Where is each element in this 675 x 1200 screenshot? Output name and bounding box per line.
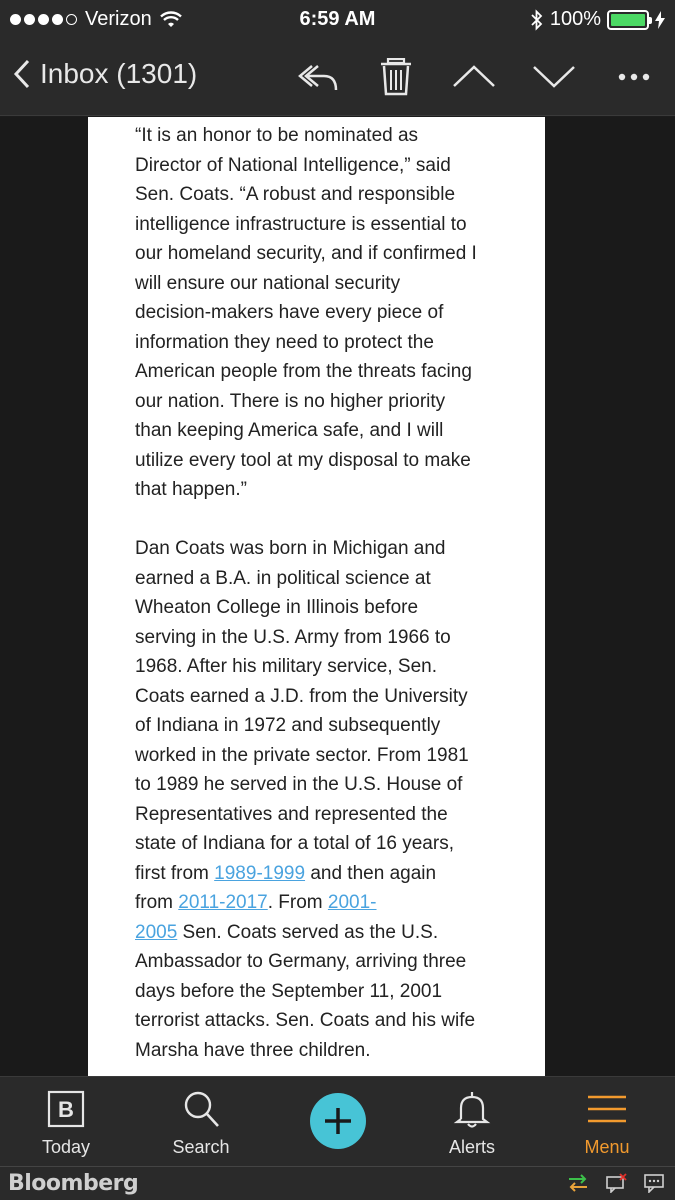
status-bar xyxy=(0,0,675,38)
text-line: utilize every tool at my disposal to make xyxy=(135,449,471,471)
paragraph-gap xyxy=(135,505,505,535)
footer-icons xyxy=(567,1173,665,1193)
bluetooth-icon xyxy=(530,9,544,31)
text-line: Ambassador to Germany, arriving three xyxy=(135,951,467,972)
text-line: Dan Coats was born in Michigan and xyxy=(135,538,446,559)
text-line: decision-makers have every piece of xyxy=(135,302,444,323)
text-line: than keeping America safe, and I will xyxy=(135,420,444,441)
text-line: Wheaton College in Illinois before xyxy=(135,597,419,618)
link-2001-2005-part2[interactable]: 2005 xyxy=(135,921,178,943)
text-fragment: first from xyxy=(135,862,215,884)
compose-button[interactable] xyxy=(310,1093,366,1149)
email-text xyxy=(135,121,505,1065)
tab-bar xyxy=(0,1076,675,1166)
text-line: Marsha have three children. xyxy=(135,1039,371,1061)
bloomberg-b-icon xyxy=(46,1089,86,1129)
clock: 6:59 AM xyxy=(299,8,376,30)
link-2001-2005-part1[interactable]: 2001- xyxy=(327,892,377,913)
text-line: that happen.” xyxy=(135,479,247,500)
sync-arrows-icon[interactable] xyxy=(567,1173,589,1193)
text-line: of Indiana in 1972 and subsequently xyxy=(135,715,441,736)
link-1989-1999[interactable]: 1989-1999 xyxy=(214,862,306,884)
menu-icon xyxy=(587,1089,627,1129)
text-line: intelligence infrastructure is essential to xyxy=(135,213,467,235)
text-line xyxy=(135,918,505,948)
text-line: 1968. After his military service, Sen. xyxy=(135,656,438,677)
text-line: Sen. Coats. “A robust and responsible xyxy=(135,184,456,205)
text-line: Representatives and represented the xyxy=(135,803,448,825)
battery-percent: 100% xyxy=(549,8,601,30)
text-line: will ensure our national security xyxy=(135,272,401,294)
text-line: Director of National Intelligence,” said xyxy=(135,154,451,176)
text-line: serving in the U.S. Army from 1966 to xyxy=(135,626,451,648)
text-line: earned a B.A. in political science at xyxy=(135,567,431,589)
text-line: Coats earned a J.D. from the University xyxy=(135,685,468,707)
text-line: terrorist attacks. Sen. Coats and his wife xyxy=(135,1010,476,1031)
tab-label: Today xyxy=(41,1137,91,1157)
chat-icon[interactable] xyxy=(643,1173,665,1193)
quote-paragraph xyxy=(135,121,505,505)
plus-icon xyxy=(323,1106,353,1136)
reply-icon xyxy=(296,58,340,96)
text-fragment: from xyxy=(135,892,179,913)
back-button[interactable] xyxy=(12,58,197,90)
status-right xyxy=(530,8,665,31)
email-toolbar xyxy=(0,38,675,116)
search-icon xyxy=(181,1089,221,1129)
text-line: state of Indiana for a total of 16 years, xyxy=(135,833,454,854)
text-line: to 1989 he served in the U.S. House of xyxy=(135,774,463,795)
text-line: our homeland security, and if confirmed I xyxy=(135,243,477,264)
trash-icon xyxy=(374,58,418,96)
email-body[interactable] xyxy=(88,117,545,1076)
text-line: days before the September 11, 2001 xyxy=(135,980,443,1002)
chevron-down-icon xyxy=(532,58,576,96)
svg-text:B: B xyxy=(58,1097,74,1122)
text-line: American people from the threats facing xyxy=(135,361,472,382)
tab-alerts[interactable] xyxy=(412,1077,532,1167)
more-icon xyxy=(612,58,656,96)
bio-paragraph xyxy=(135,534,505,1065)
chevron-up-icon xyxy=(452,58,496,96)
tab-search[interactable] xyxy=(141,1077,261,1167)
footer-bar xyxy=(0,1166,675,1200)
chevron-left-icon xyxy=(12,58,32,90)
bell-icon xyxy=(452,1089,492,1129)
text-line: worked in the private sector. From 1981 xyxy=(135,744,469,766)
text-line xyxy=(135,859,505,889)
tab-today[interactable] xyxy=(6,1077,126,1167)
text-fragment: . From xyxy=(267,892,328,913)
reply-button[interactable] xyxy=(296,58,340,96)
previous-message-button[interactable] xyxy=(452,58,496,96)
text-line xyxy=(135,888,505,918)
text-line: information they need to protect the xyxy=(135,331,434,353)
tab-menu[interactable] xyxy=(547,1077,667,1167)
back-label: Inbox (1301) xyxy=(40,58,198,89)
tab-label: Alerts xyxy=(448,1137,495,1157)
bloomberg-logo: Bloomberg xyxy=(8,1171,139,1196)
link-2011-2017[interactable]: 2011-2017 xyxy=(178,892,268,913)
tab-label: Search xyxy=(172,1137,230,1157)
carrier-label: Verizon xyxy=(85,8,152,30)
text-fragment: and then again xyxy=(305,862,437,884)
text-fragment: Sen. Coats served as the U.S. xyxy=(177,921,439,943)
charging-icon xyxy=(655,11,665,29)
tab-label: Menu xyxy=(584,1137,630,1157)
delete-button[interactable] xyxy=(374,58,418,96)
message-error-icon[interactable] xyxy=(605,1173,627,1193)
next-message-button[interactable] xyxy=(532,58,576,96)
more-options-button[interactable] xyxy=(612,58,656,96)
text-line: our nation. There is no higher priority xyxy=(135,390,446,412)
battery-icon xyxy=(607,10,649,30)
text-line: “It is an honor to be nominated as xyxy=(135,125,419,146)
